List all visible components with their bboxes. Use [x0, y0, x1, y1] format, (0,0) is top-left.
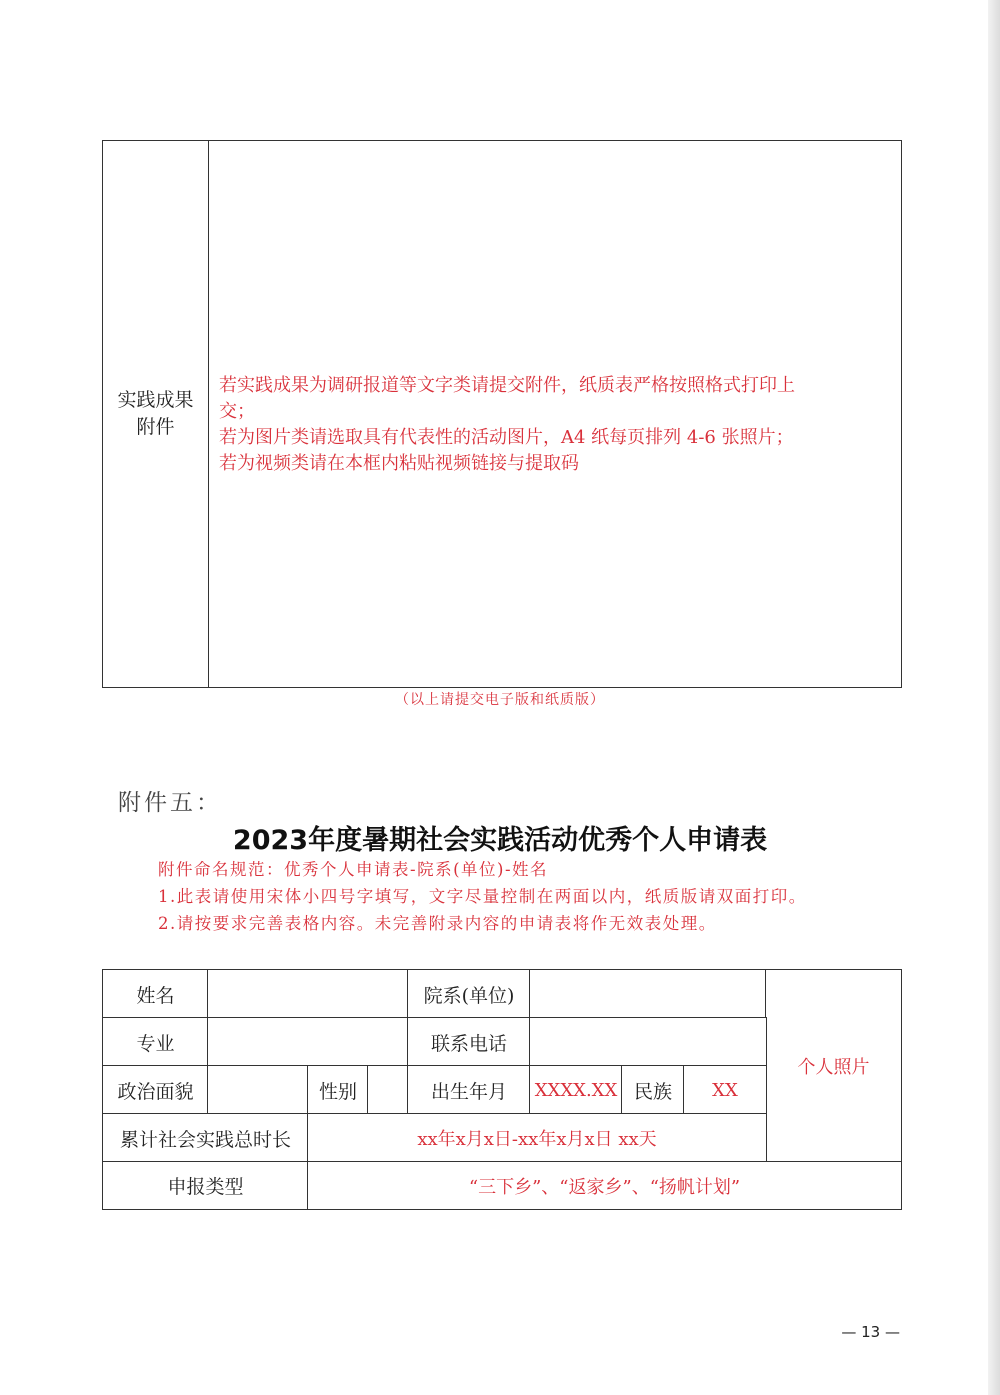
practice-results-instructions[interactable]: [219, 373, 887, 477]
practice-results-label-line2: 附件: [136, 416, 175, 438]
instruction-line: 若实践成果为调研报道等文字类请提交附件，纸质表严格按照格式打印上: [219, 375, 795, 396]
political-field[interactable]: [207, 1065, 309, 1115]
practice-results-table: [102, 140, 902, 688]
birth-label: 出生年月: [407, 1065, 531, 1115]
page-number: — 13 —: [841, 1323, 900, 1341]
attachment-heading: 附件五：: [118, 790, 222, 816]
gender-label: 性别: [307, 1065, 369, 1115]
phone-field[interactable]: [529, 1017, 767, 1067]
gender-field[interactable]: [367, 1065, 409, 1115]
photo-placeholder[interactable]: 个人照片: [765, 969, 902, 1163]
practice-results-label-line1: 实践成果: [117, 389, 194, 411]
type-label: 申报类型: [102, 1161, 309, 1210]
dept-field[interactable]: [529, 969, 767, 1019]
phone-label: 联系电话: [407, 1017, 531, 1067]
name-field[interactable]: [207, 969, 409, 1019]
rule-2: 2.请按要求完善表格内容。未完善附录内容的申请表将作无效表处理。: [158, 914, 717, 933]
duration-field[interactable]: xx年x月x日-xx年x月x日 xx天: [307, 1113, 767, 1163]
practice-results-label-cell: [103, 141, 209, 687]
ethnicity-label: 民族: [621, 1065, 685, 1115]
form-rules: [158, 856, 807, 937]
instruction-line: 交；: [219, 401, 255, 422]
duration-label: 累计社会实践总时长: [102, 1113, 309, 1163]
form-title: 2023年度暑期社会实践活动优秀个人申请表: [232, 825, 768, 856]
ethnicity-field[interactable]: XX: [683, 1065, 767, 1115]
type-field[interactable]: “三下乡”、“返家乡”、“扬帆计划”: [307, 1161, 902, 1210]
instruction-line: 若为视频类请在本框内粘贴视频链接与提取码: [219, 453, 579, 474]
application-form-table: [102, 969, 902, 1210]
instruction-line: 若为图片类请选取具有代表性的活动图片，A4 纸每页排列 4-6 张照片；: [219, 427, 794, 448]
submit-note: （以上请提交电子版和纸质版）: [395, 692, 605, 708]
name-label: 姓名: [102, 969, 209, 1019]
major-label: 专业: [102, 1017, 209, 1067]
rule-1: 1.此表请使用宋体小四号字填写，文字尽量控制在两面以内，纸质版请双面打印。: [158, 887, 807, 906]
dept-label: 院系(单位): [407, 969, 531, 1019]
birth-field[interactable]: XXXX.XX: [529, 1065, 623, 1115]
political-label: 政治面貌: [102, 1065, 209, 1115]
rule-naming: 附件命名规范：优秀个人申请表-院系(单位)-姓名: [158, 860, 549, 879]
major-field[interactable]: [207, 1017, 409, 1067]
